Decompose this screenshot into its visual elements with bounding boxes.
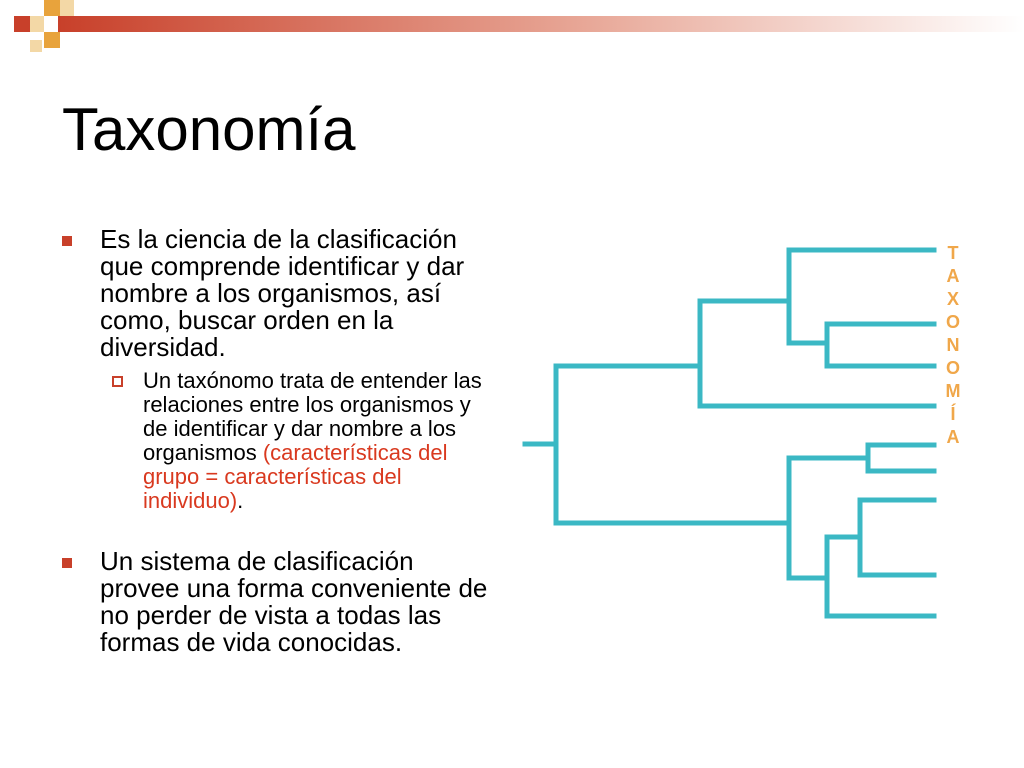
vertical-letter: A <box>946 266 960 286</box>
deco-square <box>14 16 30 32</box>
sub-bullet-suffix: . <box>237 488 244 513</box>
deco-square <box>44 32 60 48</box>
vertical-letter: O <box>945 312 960 332</box>
bullet-item <box>62 548 500 656</box>
deco-square <box>60 0 74 16</box>
vertical-letter: A <box>946 427 960 447</box>
phylogenetic-tree <box>520 236 940 636</box>
deco-square <box>30 40 42 52</box>
vertical-letter: T <box>947 243 959 263</box>
deco-square <box>44 0 60 16</box>
hollow-square-bullet-icon <box>112 376 123 387</box>
bullet-text: Es la ciencia de la clasificación que comprende identificar y dar nombre a los organismos, así como, buscar orden en la diversidad. <box>100 224 465 362</box>
vertical-letter: N <box>946 335 960 355</box>
vertical-letter: M <box>945 381 961 401</box>
vertical-letter: X <box>946 289 959 309</box>
header-decoration <box>0 0 1024 60</box>
slide-title: Taxonomía <box>62 96 356 163</box>
sub-bullet-text <box>143 369 493 513</box>
bullet-text: Un sistema de clasificación provee una forma conveniente de no perder de vista a todas las formas de vida conocidas. <box>100 546 488 657</box>
sub-bullet-highlight: (características del grupo = características del individuo) <box>143 440 448 513</box>
vertical-letter: O <box>945 358 960 378</box>
deco-square <box>30 16 44 32</box>
header-gradient-bar <box>58 16 1024 32</box>
vertical-letter: Í <box>950 404 956 424</box>
bullet-item <box>62 226 500 361</box>
square-bullet-icon <box>62 236 72 246</box>
sub-bullet-main-text: Un taxónomo trata de entender las relaciones entre los organismos y de identificar y dar nombre a los organismos <box>143 368 482 465</box>
sub-bullet-item <box>112 369 493 513</box>
vertical-word-taxonomia <box>944 242 962 449</box>
square-bullet-icon <box>62 558 72 568</box>
